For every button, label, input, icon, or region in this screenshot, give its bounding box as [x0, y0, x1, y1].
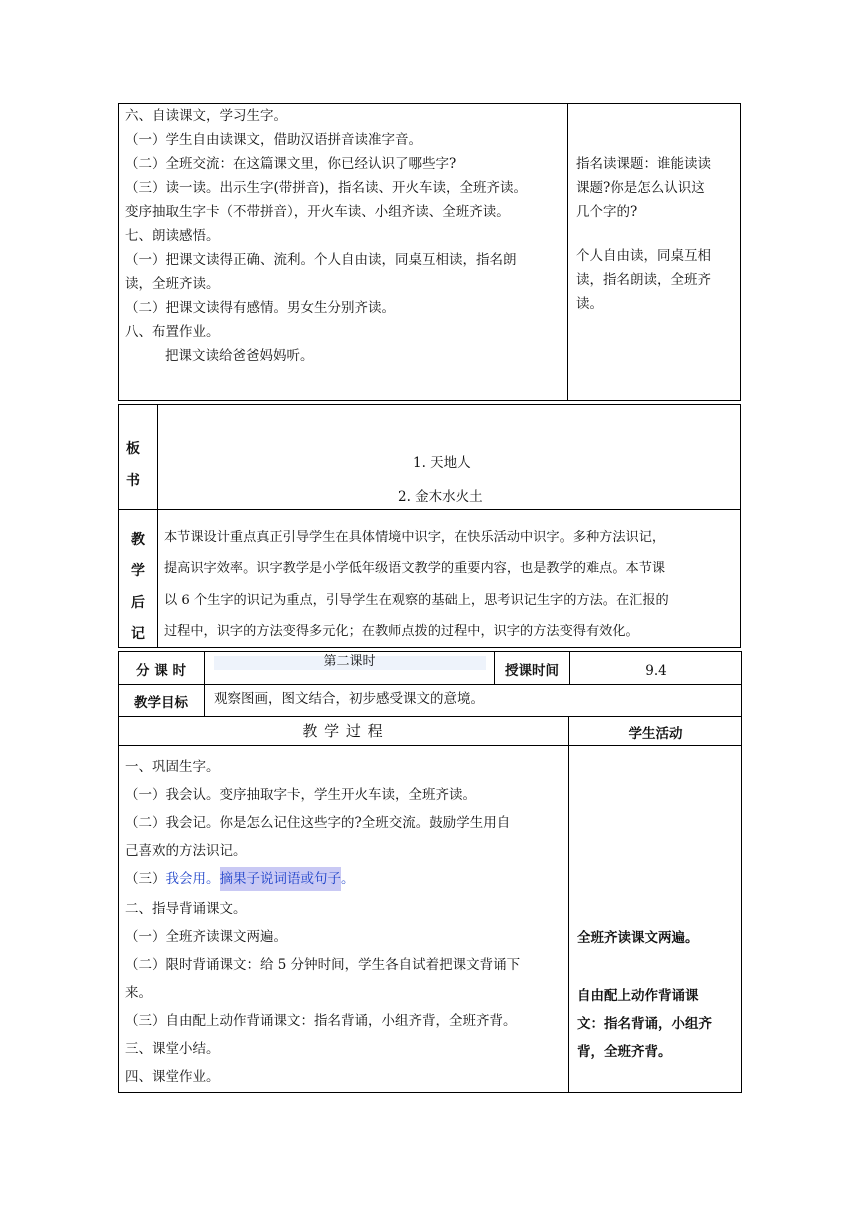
- text-line: 来。: [125, 985, 152, 1001]
- text-line: 读。: [576, 296, 603, 312]
- text-line: 自由配上动作背诵课: [577, 988, 699, 1004]
- time-label: 授课时间: [505, 663, 559, 679]
- goal-label: 教学目标: [134, 695, 188, 711]
- text-line: 三、课堂小结。: [125, 1041, 220, 1057]
- text-line: 文：指名背诵，小组齐: [577, 1016, 712, 1032]
- reflection-label-char: 后: [131, 595, 145, 611]
- text-line: （一）学生自由读课文，借助汉语拼音读准字音。: [125, 132, 422, 148]
- board-line: 1. 天地人: [413, 455, 471, 471]
- text-line: （三）自由配上动作背诵课文：指名背诵，小组齐背，全班齐背。: [125, 1013, 517, 1029]
- reflection-line: 本节课设计重点真正引导学生在具体情境中识字，在快乐活动中识字。多种方法识记，: [164, 530, 666, 545]
- text-line: 把课文读给爸爸妈妈听。: [165, 348, 314, 364]
- text-line: 课题?你是怎么认识这: [576, 180, 705, 196]
- text-line: 全班齐读课文两遍。: [577, 930, 699, 946]
- lesson-goal-row-divider: [118, 716, 742, 717]
- board-line: 2. 金木水火土: [398, 489, 483, 505]
- reflection-label-char: 教: [131, 532, 145, 548]
- text-line-highlighted: [125, 869, 355, 889]
- text-line: 六、自读课文，学习生字。: [125, 108, 287, 124]
- text-line: （二）我会记。你是怎么记住这些字的?全班交流。鼓励学生用自: [125, 815, 511, 831]
- text-line: （二）限时背诵课文：给 5 分钟时间，学生各自试着把课文背诵下: [125, 957, 521, 973]
- text-line: 指名读课题：谁能读读: [576, 156, 711, 172]
- text-line: 二、指导背诵课文。: [125, 901, 247, 917]
- board-label-char: 板: [126, 441, 140, 457]
- period-label: 分 课 时: [136, 663, 186, 679]
- reflection-line: 过程中，识字的方法变得多元化；在教师点拨的过程中，识字的方法变得有效化。: [164, 624, 639, 639]
- text-line: 八、布置作业。: [125, 324, 220, 340]
- line-prefix: （三）: [125, 871, 166, 887]
- text-line: （二）全班交流：在这篇课文里，你已经认识了哪些字?: [125, 156, 457, 172]
- reflection-label-char: 学: [131, 563, 145, 579]
- text-line: 几个字的?: [576, 204, 638, 220]
- text-line: 四、课堂作业。: [125, 1069, 220, 1085]
- text-line: 读，全班齐读。: [125, 276, 220, 292]
- text-line: 一、巩固生字。: [125, 759, 220, 775]
- text-line: 己喜欢的方法识记。: [125, 843, 247, 859]
- text-line: 背，全班齐背。: [577, 1044, 672, 1060]
- text-line: 读，指名朗读，全班齐: [576, 272, 711, 288]
- text-line: （三）读一读。出示生字(带拼音)，指名读、开火车读，全班齐读。: [125, 180, 528, 196]
- top-column-divider: [567, 103, 568, 401]
- text-line: 个人自由读，同桌互相: [576, 248, 711, 264]
- line-blue-text: 我会用。: [165, 871, 220, 887]
- board-label-divider: [157, 405, 158, 510]
- text-line: （一）把课文读得正确、流利。个人自由读，同桌互相读，指名朗: [125, 252, 517, 268]
- reflection-line: 以 6 个生字的识记为重点，引导学生在观察的基础上，思考识记生字的方法。在汇报的: [164, 593, 669, 608]
- process-header: 教 学 过 程: [302, 722, 384, 740]
- reflection-line: 提高识字效率。识字教学是小学低年级语文教学的重要内容，也是教学的难点。本节课: [164, 561, 666, 576]
- text-line: （一）我会认。变序抽取字卡，学生开火车读，全班齐读。: [125, 787, 476, 803]
- period-value: 第二课时: [323, 654, 376, 669]
- text-line: 变序抽取生字卡（不带拼音），开火车读、小组齐读、全班齐读。: [125, 204, 510, 220]
- process-column-divider: [568, 746, 569, 1093]
- line-highlight-text: 摘果子说词语或句子: [220, 867, 342, 891]
- reflection-label-char: 记: [131, 626, 145, 642]
- board-label-char: 书: [126, 473, 140, 489]
- line-end: 。: [341, 871, 355, 887]
- time-value: 9.4: [645, 663, 667, 679]
- reflection-label-divider: [157, 510, 158, 648]
- goal-value: 观察图画，图文结合，初步感受课文的意境。: [214, 691, 484, 707]
- text-line: （二）把课文读得有感情。男女生分别齐读。: [125, 300, 395, 316]
- lesson-info-row-divider: [118, 684, 742, 685]
- text-line: （一）全班齐读课文两遍。: [125, 929, 287, 945]
- activity-header: 学生活动: [628, 726, 683, 742]
- text-line: 七、朗读感悟。: [125, 228, 220, 244]
